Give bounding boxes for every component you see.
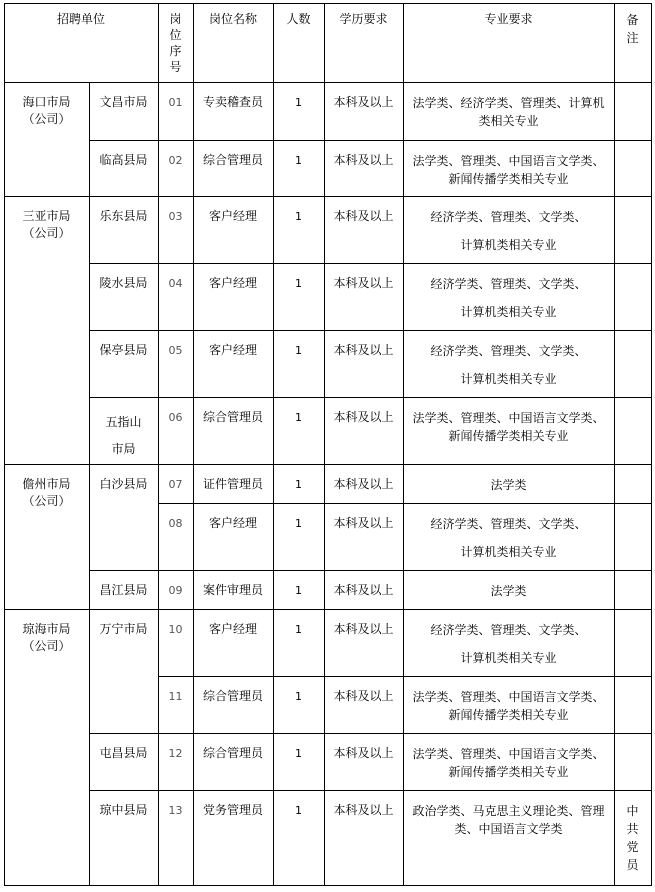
cell-major: 法学类 bbox=[490, 478, 527, 492]
cell-seq: 09 bbox=[168, 584, 183, 597]
cell-position: 证件管理员 bbox=[202, 477, 263, 491]
bureau-lingshui: 陵水县局 bbox=[99, 276, 148, 290]
cell-count: 1 bbox=[295, 584, 302, 597]
cell-seq: 12 bbox=[168, 747, 183, 760]
bureau-qiongzhong: 琼中县局 bbox=[99, 803, 148, 817]
cell-major: 政治学类、马克思主义理论类、管理 类、中国语言文学类 bbox=[412, 804, 605, 836]
unit-group-haikou: 海口市局 （公司） bbox=[22, 95, 71, 126]
cell-education: 本科及以上 bbox=[333, 276, 394, 290]
cell-seq: 08 bbox=[168, 517, 183, 530]
cell-education: 本科及以上 bbox=[333, 410, 394, 424]
cell-major: 法学类 bbox=[490, 584, 527, 598]
cell-education: 本科及以上 bbox=[333, 95, 394, 109]
cell-count: 1 bbox=[295, 747, 302, 760]
cell-major: 法学类、管理类、中国语言文学类、 新闻传播学类相关专业 bbox=[412, 411, 605, 443]
cell-count: 1 bbox=[295, 96, 302, 109]
cell-count: 1 bbox=[295, 478, 302, 491]
unit-group-qionghai: 琼海市局 （公司） bbox=[22, 622, 71, 653]
cell-seq: 11 bbox=[168, 690, 183, 703]
cell-major: 经济学类、管理类、文学类、 计算机类相关专业 bbox=[430, 517, 587, 559]
cell-position: 案件审理员 bbox=[202, 583, 263, 597]
cell-major: 法学类、管理类、中国语言文学类、 新闻传播学类相关专业 bbox=[412, 747, 605, 779]
cell-major: 法学类、管理类、中国语言文学类、 新闻传播学类相关专业 bbox=[412, 690, 605, 722]
bureau-baisha: 白沙县局 bbox=[99, 477, 148, 491]
cell-major: 经济学类、管理类、文学类、 计算机类相关专业 bbox=[430, 277, 587, 319]
cell-seq: 10 bbox=[168, 623, 183, 636]
cell-count: 1 bbox=[295, 623, 302, 636]
unit-group-sanya: 三亚市局 （公司） bbox=[22, 209, 71, 240]
cell-seq: 06 bbox=[168, 411, 183, 424]
header-education: 学历要求 bbox=[339, 12, 388, 26]
header-major: 专业要求 bbox=[484, 12, 533, 26]
cell-count: 1 bbox=[295, 277, 302, 290]
bureau-ledong: 乐东县局 bbox=[99, 209, 148, 223]
cell-count: 1 bbox=[295, 411, 302, 424]
cell-count: 1 bbox=[295, 154, 302, 167]
cell-position: 综合管理员 bbox=[202, 153, 263, 167]
cell-education: 本科及以上 bbox=[333, 583, 394, 597]
cell-education: 本科及以上 bbox=[333, 622, 394, 636]
cell-remark: 中 共 党 员 bbox=[626, 804, 639, 872]
cell-count: 1 bbox=[295, 210, 302, 223]
header-position: 岗位名称 bbox=[208, 12, 257, 26]
header-seq: 岗 位 序 号 bbox=[169, 12, 182, 74]
cell-count: 1 bbox=[295, 517, 302, 530]
cell-education: 本科及以上 bbox=[333, 153, 394, 167]
cell-count: 1 bbox=[295, 344, 302, 357]
header-unit: 招聘单位 bbox=[56, 12, 105, 26]
cell-position: 客户经理 bbox=[208, 276, 257, 290]
cell-position: 党务管理员 bbox=[202, 803, 263, 817]
cell-education: 本科及以上 bbox=[333, 516, 394, 530]
cell-count: 1 bbox=[295, 690, 302, 703]
cell-position: 客户经理 bbox=[208, 209, 257, 223]
cell-education: 本科及以上 bbox=[333, 803, 394, 817]
cell-education: 本科及以上 bbox=[333, 689, 394, 703]
bureau-wuzhishan: 五指山 市局 bbox=[105, 415, 142, 456]
cell-position: 综合管理员 bbox=[202, 746, 263, 760]
cell-seq: 04 bbox=[168, 277, 183, 290]
cell-education: 本科及以上 bbox=[333, 209, 394, 223]
cell-seq: 01 bbox=[168, 96, 183, 109]
cell-major: 经济学类、管理类、文学类、 计算机类相关专业 bbox=[430, 210, 587, 252]
bureau-lingao: 临高县局 bbox=[99, 153, 148, 167]
cell-position: 综合管理员 bbox=[202, 689, 263, 703]
cell-count: 1 bbox=[295, 804, 302, 817]
cell-education: 本科及以上 bbox=[333, 477, 394, 491]
cell-seq: 07 bbox=[168, 478, 183, 491]
cell-major: 法学类、管理类、中国语言文学类、 新闻传播学类相关专业 bbox=[412, 154, 605, 186]
unit-group-danzhou: 儋州市局 （公司） bbox=[22, 477, 71, 508]
bureau-wenchang: 文昌市局 bbox=[99, 95, 148, 109]
header-remark: 备 注 bbox=[626, 13, 639, 45]
cell-position: 综合管理员 bbox=[202, 410, 263, 424]
bureau-changjiang: 昌江县局 bbox=[99, 583, 148, 597]
header-count: 人数 bbox=[286, 12, 311, 26]
cell-education: 本科及以上 bbox=[333, 746, 394, 760]
bureau-wanning: 万宁市局 bbox=[99, 622, 148, 636]
cell-position: 客户经理 bbox=[208, 343, 257, 357]
cell-seq: 02 bbox=[168, 154, 183, 167]
cell-position: 客户经理 bbox=[208, 516, 257, 530]
cell-position: 客户经理 bbox=[208, 622, 257, 636]
bureau-baoting: 保亭县局 bbox=[99, 343, 148, 357]
cell-seq: 05 bbox=[168, 344, 183, 357]
cell-major: 经济学类、管理类、文学类、 计算机类相关专业 bbox=[430, 344, 587, 386]
cell-seq: 13 bbox=[168, 804, 183, 817]
cell-seq: 03 bbox=[168, 210, 183, 223]
cell-major: 法学类、经济学类、管理类、计算机 类相关专业 bbox=[412, 96, 605, 128]
cell-position: 专卖稽查员 bbox=[202, 95, 263, 109]
cell-major: 经济学类、管理类、文学类、 计算机类相关专业 bbox=[430, 623, 587, 665]
cell-education: 本科及以上 bbox=[333, 343, 394, 357]
bureau-tunchang: 屯昌县局 bbox=[99, 746, 148, 760]
